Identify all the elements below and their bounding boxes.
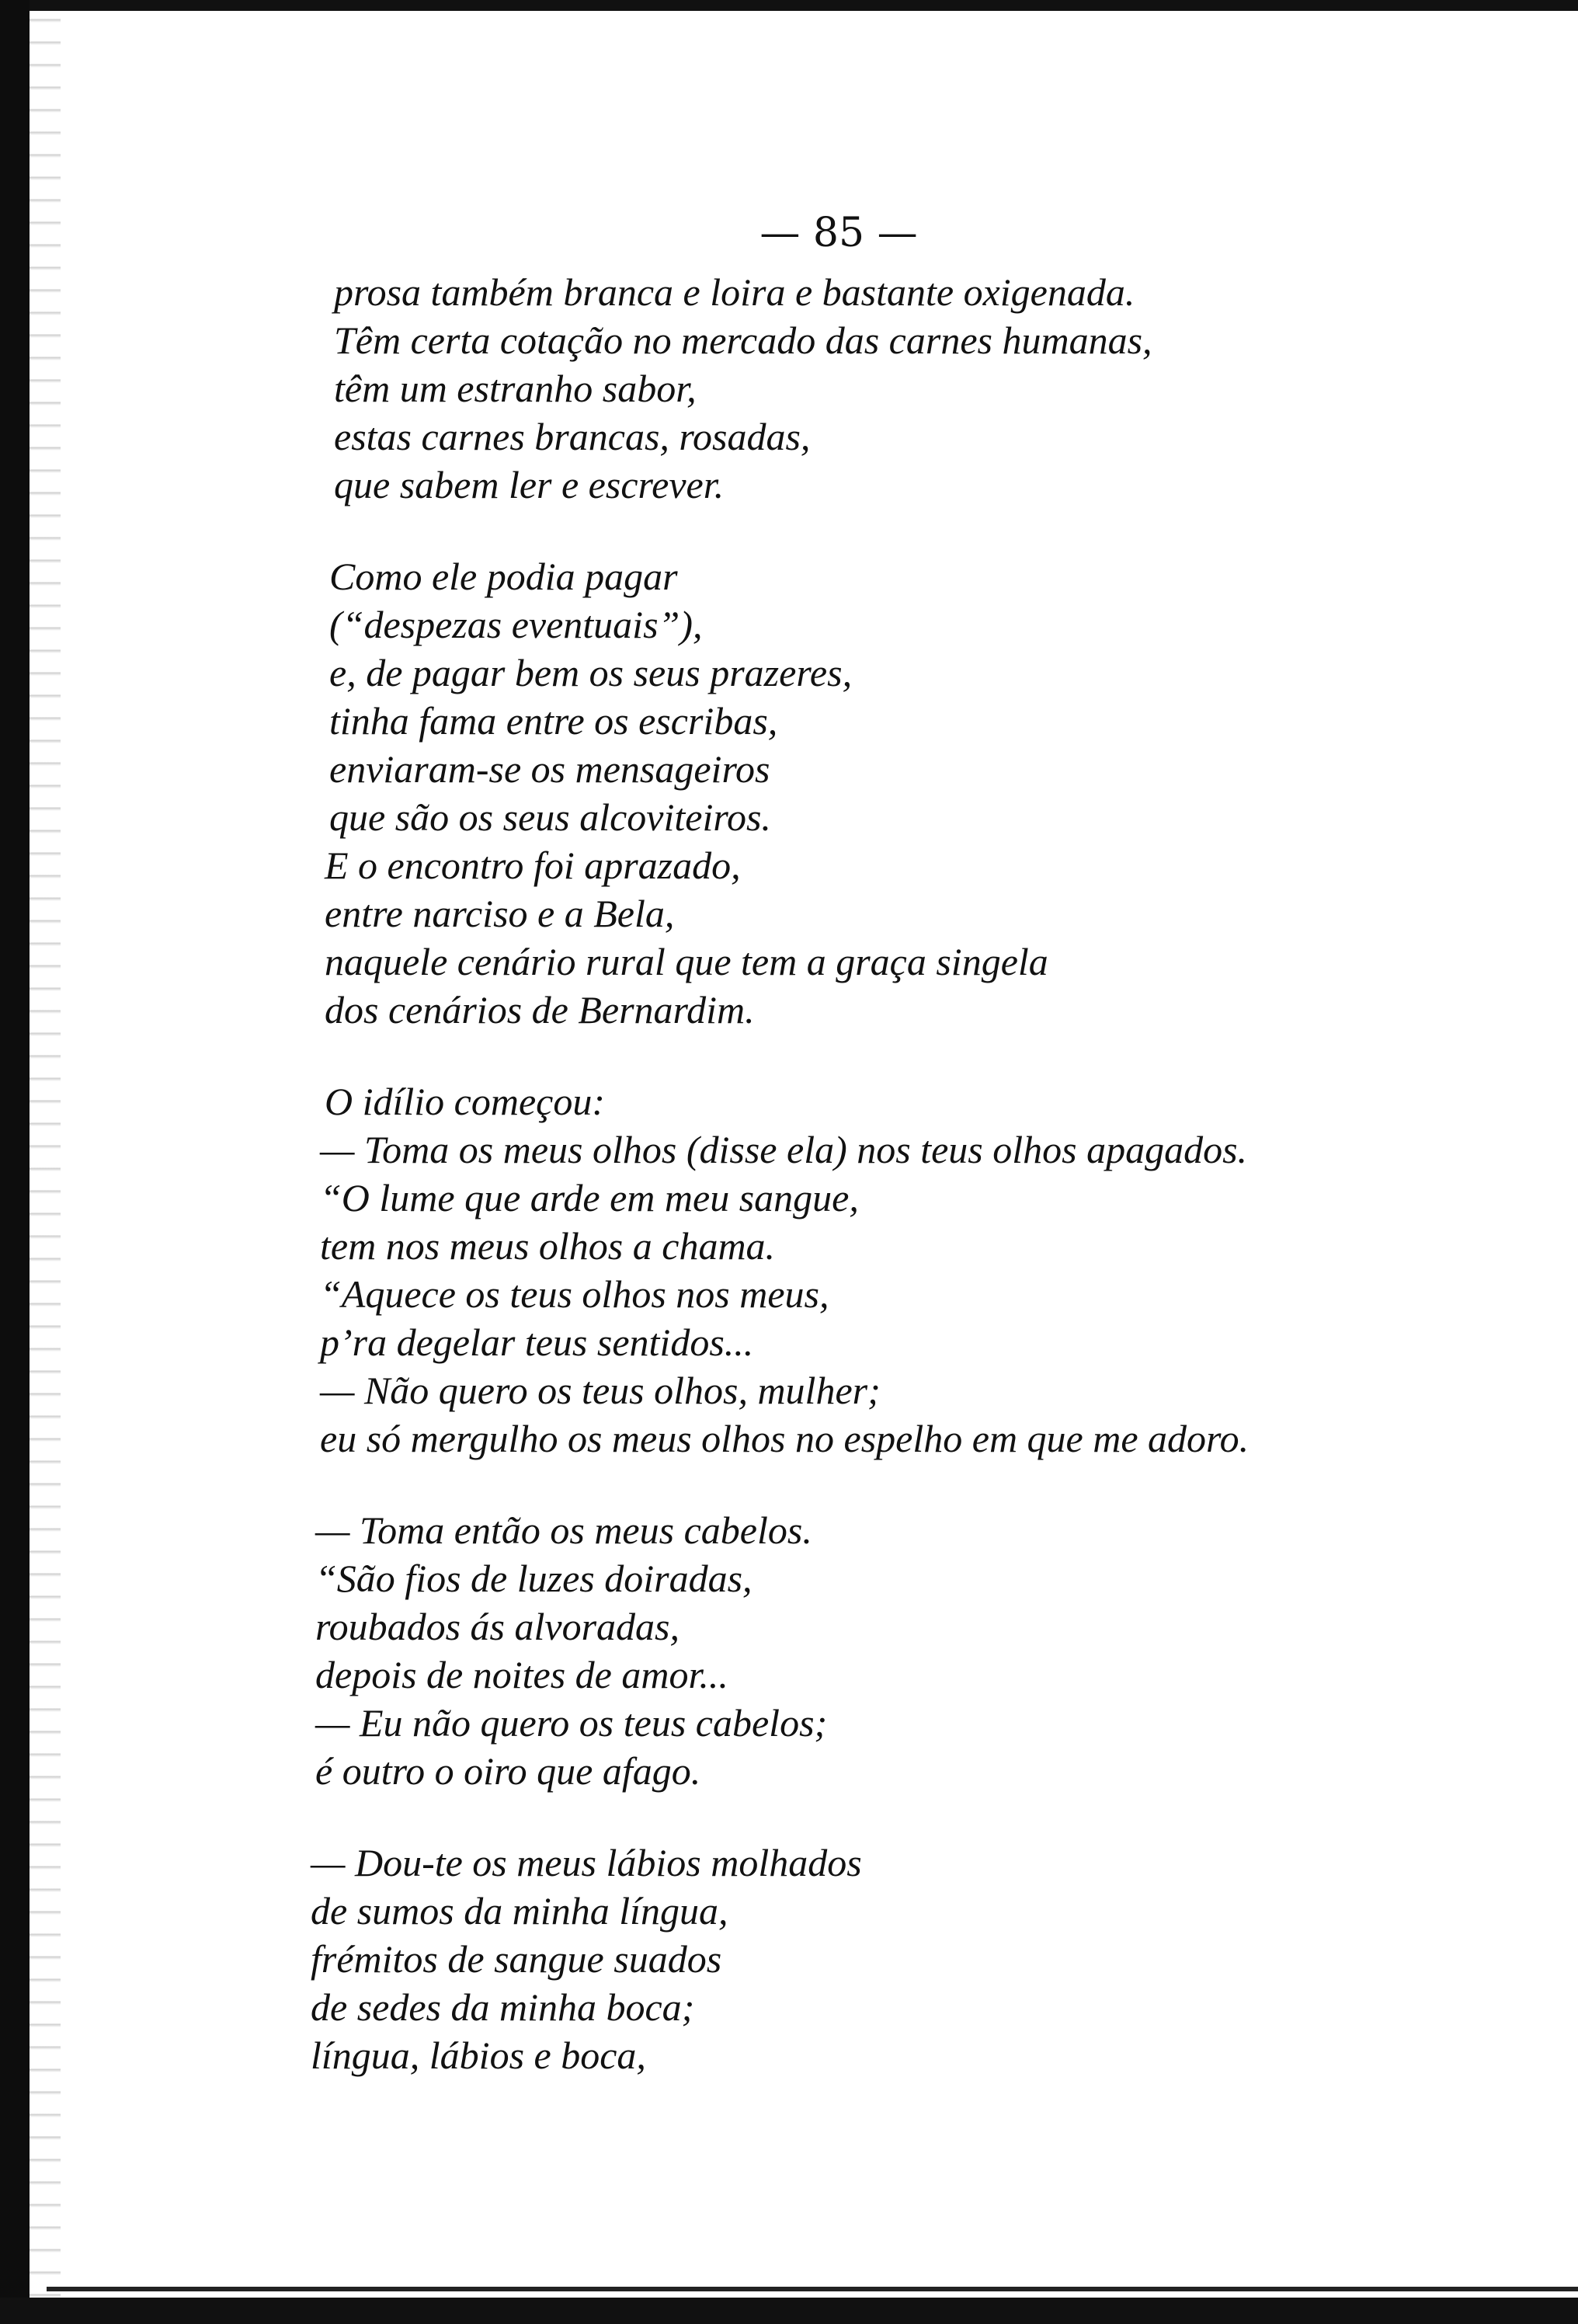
poem-line: “Aquece os teus olhos nos meus, [320, 1272, 829, 1316]
poem-line: eu só mergulho os meus olhos no espelho em que me adoro. [320, 1417, 1250, 1460]
stanza [311, 1077, 1538, 1463]
poem-line: língua, lábios e boca, [311, 2034, 646, 2077]
poem-line: de sedes da minha boca; [311, 1985, 695, 2029]
poem-line: — Toma os meus olhos (disse ela) nos teus olhos apagados. [320, 1128, 1248, 1171]
poem-line: prosa também branca e loira e bastante oxigenada. [334, 270, 1135, 314]
poem-line: frémitos de sangue suados [311, 1937, 722, 1981]
poem-line: E o encontro foi aprazado, [325, 844, 741, 887]
poem-line: entre narciso e a Bela, [325, 892, 675, 935]
stanza [311, 552, 1538, 1034]
poem-line: que são os seus alcoviteiros. [329, 795, 771, 839]
poem-line: p’ra degelar teus sentidos... [320, 1320, 754, 1364]
poem-line: “O lume que arde em meu sangue, [320, 1176, 859, 1219]
poem-line: roubados ás alvoradas, [315, 1605, 680, 1648]
poem-line: “São fios de luzes doiradas, [315, 1557, 753, 1600]
poem-line: estas carnes brancas, rosadas, [334, 415, 811, 458]
poem-line: — Dou-te os meus lábios molhados [311, 1841, 862, 1884]
poem-line: Têm certa cotação no mercado das carnes humanas, [334, 318, 1152, 362]
stanza [311, 1506, 1538, 1795]
scan-left-border [0, 0, 30, 2324]
poem-line: — Eu não quero os teus cabelos; [315, 1701, 828, 1745]
poem-line: que sabem ler e escrever. [334, 463, 725, 506]
scan-bottom-line [47, 2287, 1578, 2291]
scan-left-speckle [30, 0, 61, 2324]
poem-line: de sumos da minha língua, [311, 1889, 728, 1933]
poem-line: O idílio começou: [325, 1080, 606, 1123]
poem-line: têm um estranho sabor, [334, 367, 697, 410]
scan-top-border [0, 0, 1578, 11]
stanza [311, 1839, 1538, 2079]
poem-line: tem nos meus olhos a chama. [320, 1224, 776, 1268]
poem-line: — Toma então os meus cabelos. [315, 1508, 812, 1552]
poem-line: é outro o oiro que afago. [315, 1749, 701, 1793]
poem-line: (“despezas eventuais”), [329, 603, 703, 646]
scan-bottom-border [0, 2298, 1578, 2324]
stanza [311, 268, 1538, 509]
page-number: — 85 — [759, 210, 918, 256]
poem-line: e, de pagar bem os seus prazeres, [329, 651, 853, 694]
poem-line: — Não quero os teus olhos, mulher; [320, 1369, 881, 1412]
poem-line: Como ele podia pagar [329, 555, 678, 598]
poem-body [311, 268, 1538, 2123]
poem-line: depois de noites de amor... [315, 1653, 728, 1696]
poem-line: tinha fama entre os escribas, [329, 699, 778, 743]
poem-line: enviaram-se os mensageiros [329, 747, 770, 791]
poem-line: naquele cenário rural que tem a graça singela [325, 940, 1048, 983]
poem-line: dos cenários de Bernardim. [325, 988, 755, 1032]
